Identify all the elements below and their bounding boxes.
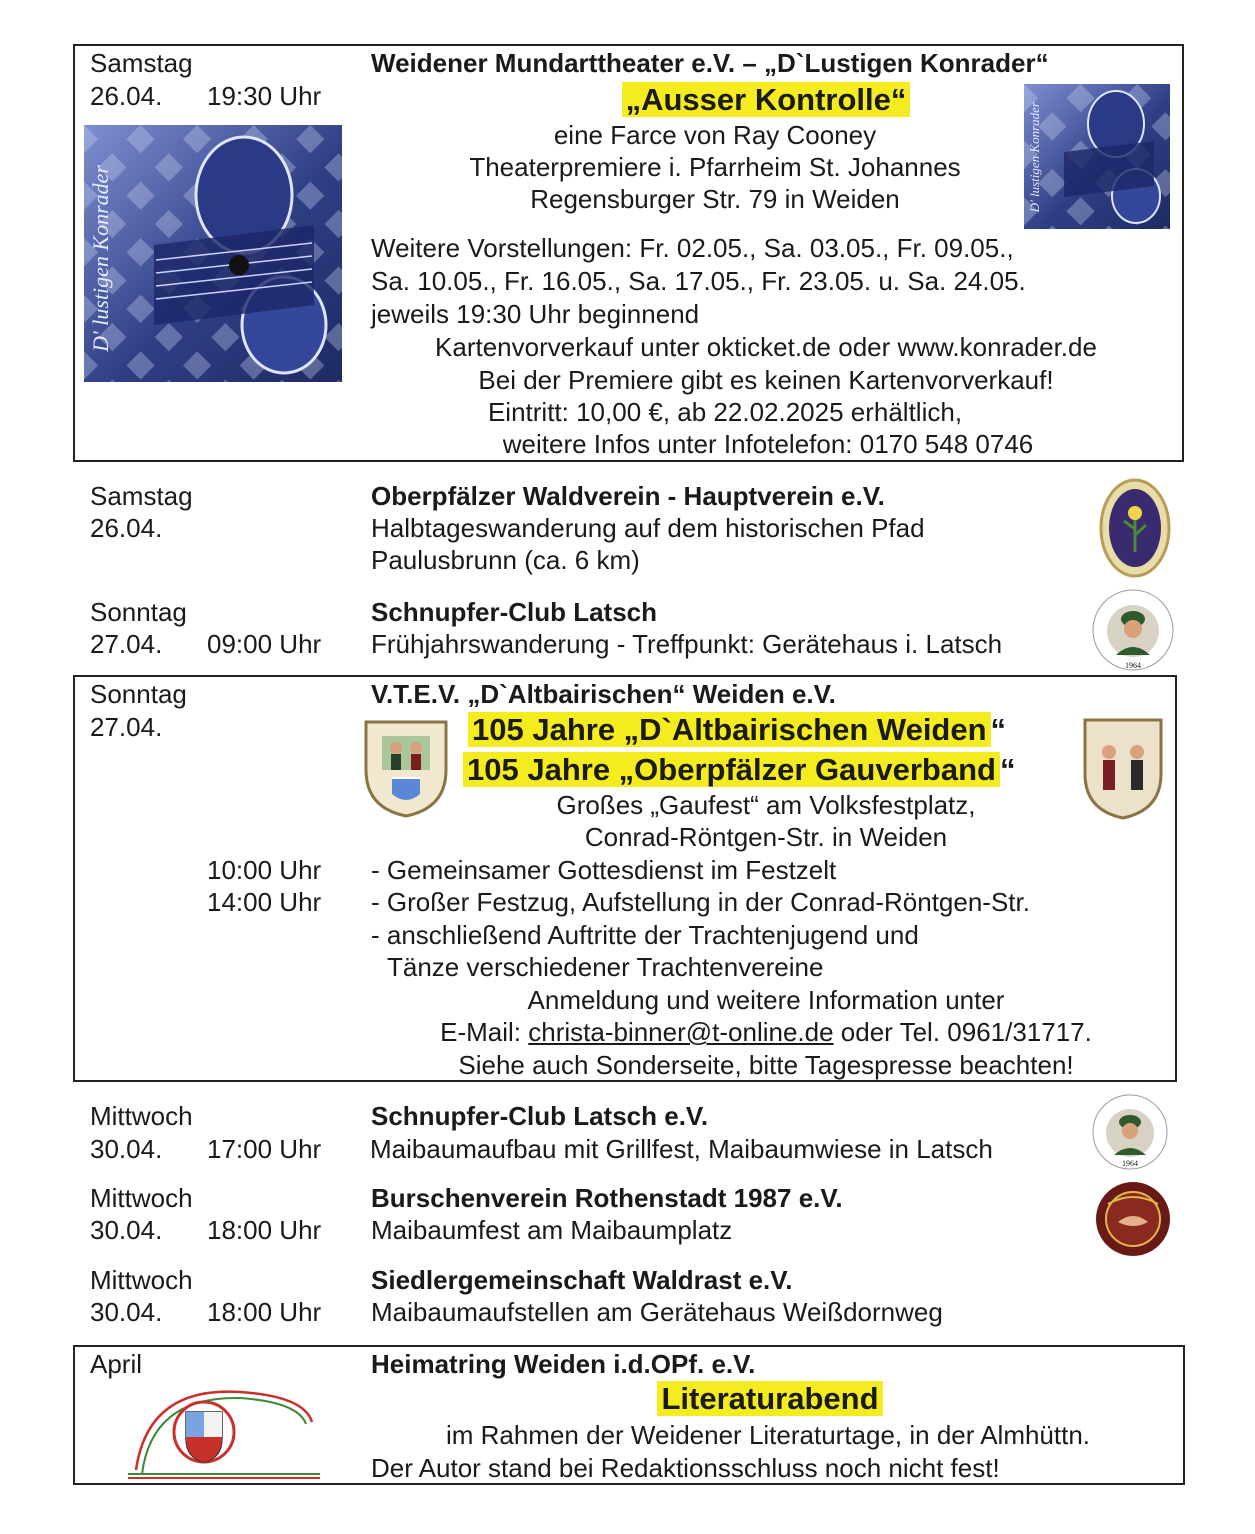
event-info-line: Eintritt: 10,00 €, ab 22.02.2025 erhältlich, (487, 397, 963, 427)
event-date: 27.04. (90, 629, 163, 659)
event-time: 19:30 Uhr (207, 81, 322, 111)
event-time: 14:00 Uhr (207, 887, 322, 917)
highlight-closing-quote: “ (999, 752, 1016, 787)
highlight-closing-quote: “ (990, 712, 1007, 747)
event-time: 17:00 Uhr (207, 1134, 322, 1164)
event-organizer: V.T.E.V. „D`Altbairischen“ Weiden e.V. (371, 679, 836, 709)
event-line: Paulusbrunn (ca. 6 km) (371, 545, 640, 575)
event-organizer: Oberpfälzer Waldverein - Hauptverein e.V. (371, 481, 885, 511)
email-link[interactable]: christa-binner@t-online.de (528, 1017, 834, 1047)
highlight-text: Literaturabend (657, 1381, 882, 1416)
schnupferclub-logo-year: 1964 (1125, 661, 1141, 670)
event-highlight-title-2 (463, 752, 1015, 788)
program-item: - Großer Festzug, Aufstellung in der Conrad-Röntgen-Str. (371, 887, 1030, 917)
waldverein-logo (1098, 477, 1172, 579)
event-day: Mittwoch (90, 1183, 193, 1213)
event-more-line: jeweils 19:30 Uhr beginnend (371, 299, 700, 329)
event-organizer: Schnupfer-Club Latsch (371, 597, 658, 627)
theater-logo-small-text: D' lustigen Konrader (1027, 102, 1042, 213)
event-date: 30.04. (90, 1134, 163, 1164)
theater-logo-small (1024, 84, 1170, 229)
theater-logo-text: D' lustigen Konrader (88, 165, 113, 352)
event-line: Maibaumaufstellen am Gerätehaus Weißdornweg (371, 1297, 943, 1327)
event-line: Conrad-Röntgen-Str. in Weiden (584, 822, 948, 852)
event-info-line: Bei der Premiere gibt es keinen Kartenvorverkauf! (478, 365, 1054, 395)
event-line: Maibaumaufbau mit Grillfest, Maibaumwiese in Latsch (370, 1134, 993, 1164)
event-note: Siehe auch Sonderseite, bitte Tagespresse beachten! (458, 1050, 1074, 1080)
event-date: 30.04. (90, 1297, 163, 1327)
event-organizer: Burschenverein Rothenstadt 1987 e.V. (371, 1183, 843, 1213)
event-day: Samstag (90, 481, 193, 511)
event-day: Mittwoch (90, 1265, 193, 1295)
event-day: Samstag (90, 48, 193, 78)
event-date: 30.04. (90, 1215, 163, 1245)
event-date: 26.04. (90, 513, 163, 543)
event-line: Großes „Gaufest“ am Volksfestplatz, (556, 790, 976, 820)
event-time: 18:00 Uhr (207, 1215, 322, 1245)
event-organizer: Siedlergemeinschaft Waldrast e.V. (371, 1265, 793, 1295)
highlight-text: „Ausser Kontrolle“ (622, 82, 911, 117)
event-day: Sonntag (90, 597, 187, 627)
event-time: 18:00 Uhr (207, 1297, 322, 1327)
event-more-line: Sa. 10.05., Fr. 16.05., Sa. 17.05., Fr. 23.05. u. Sa. 24.05. (371, 266, 1026, 296)
program-item: - Gemeinsamer Gottesdienst im Festzelt (371, 855, 837, 885)
highlight-text: 105 Jahre „Oberpfälzer Gauverband (463, 752, 1000, 787)
schnupferclub-logo (1086, 587, 1180, 673)
program-item-continuation: Tänze verschiedener Trachtenvereine (387, 952, 824, 982)
event-line: Theaterpremiere i. Pfarrheim St. Johannes (469, 152, 961, 182)
event-line: Maibaumfest am Maibaumplatz (371, 1215, 733, 1245)
email-label: E-Mail: (440, 1017, 529, 1047)
theater-logo-large (84, 125, 342, 382)
burschenverein-logo (1094, 1180, 1172, 1258)
email-line (371, 1016, 1161, 1048)
event-line: Regensburger Str. 79 in Weiden (530, 184, 900, 214)
event-line: Der Autor stand bei Redaktionsschluss noch nicht fest! (371, 1453, 1000, 1483)
event-day: April (90, 1349, 143, 1379)
event-info-line: Kartenvorverkauf unter okticket.de oder www.konrader.de (435, 332, 1097, 362)
event-organizer: Heimatring Weiden i.d.OPf. e.V. (371, 1349, 756, 1379)
event-date: 27.04. (90, 712, 163, 742)
event-day: Sonntag (90, 679, 187, 709)
event-more-line: Weitere Vorstellungen: Fr. 02.05., Sa. 03.05., Fr. 09.05., (371, 233, 1014, 263)
event-highlight-title (375, 1381, 1165, 1417)
event-line: eine Farce von Ray Cooney (553, 120, 877, 150)
schnupferclub-logo (1086, 1093, 1174, 1171)
event-time: 09:00 Uhr (207, 629, 322, 659)
phone-text: oder Tel. 0961/31717. (833, 1017, 1092, 1047)
event-line: Halbtageswanderung auf dem historischen Pfad (371, 513, 925, 543)
event-highlight-title-1 (468, 712, 1006, 748)
contact-line: Anmeldung und weitere Information unter (527, 985, 1005, 1015)
event-line: Frühjahrswanderung - Treffpunkt: Gerätehaus i. Latsch (371, 629, 1003, 659)
heimatring-logo (128, 1382, 320, 1480)
event-info-line: weitere Infos unter Infotelefon: 0170 548 0746 (502, 429, 1034, 459)
event-line: im Rahmen der Weidener Literaturtage, in der Almhüttn. (445, 1420, 1091, 1450)
event-day: Mittwoch (90, 1101, 193, 1131)
highlight-text: 105 Jahre „D`Altbairischen Weiden (468, 712, 991, 747)
event-time: 10:00 Uhr (207, 855, 322, 885)
event-organizer: Schnupfer-Club Latsch e.V. (371, 1101, 709, 1131)
event-date: 26.04. (90, 81, 163, 111)
program-item: - anschließend Auftritte der Trachtenjugend und (371, 920, 919, 950)
schnupferclub-logo-year: 1964 (1122, 1159, 1138, 1168)
event-organizer: Weidener Mundarttheater e.V. – „D`Lustigen Konrader“ (371, 48, 1049, 78)
